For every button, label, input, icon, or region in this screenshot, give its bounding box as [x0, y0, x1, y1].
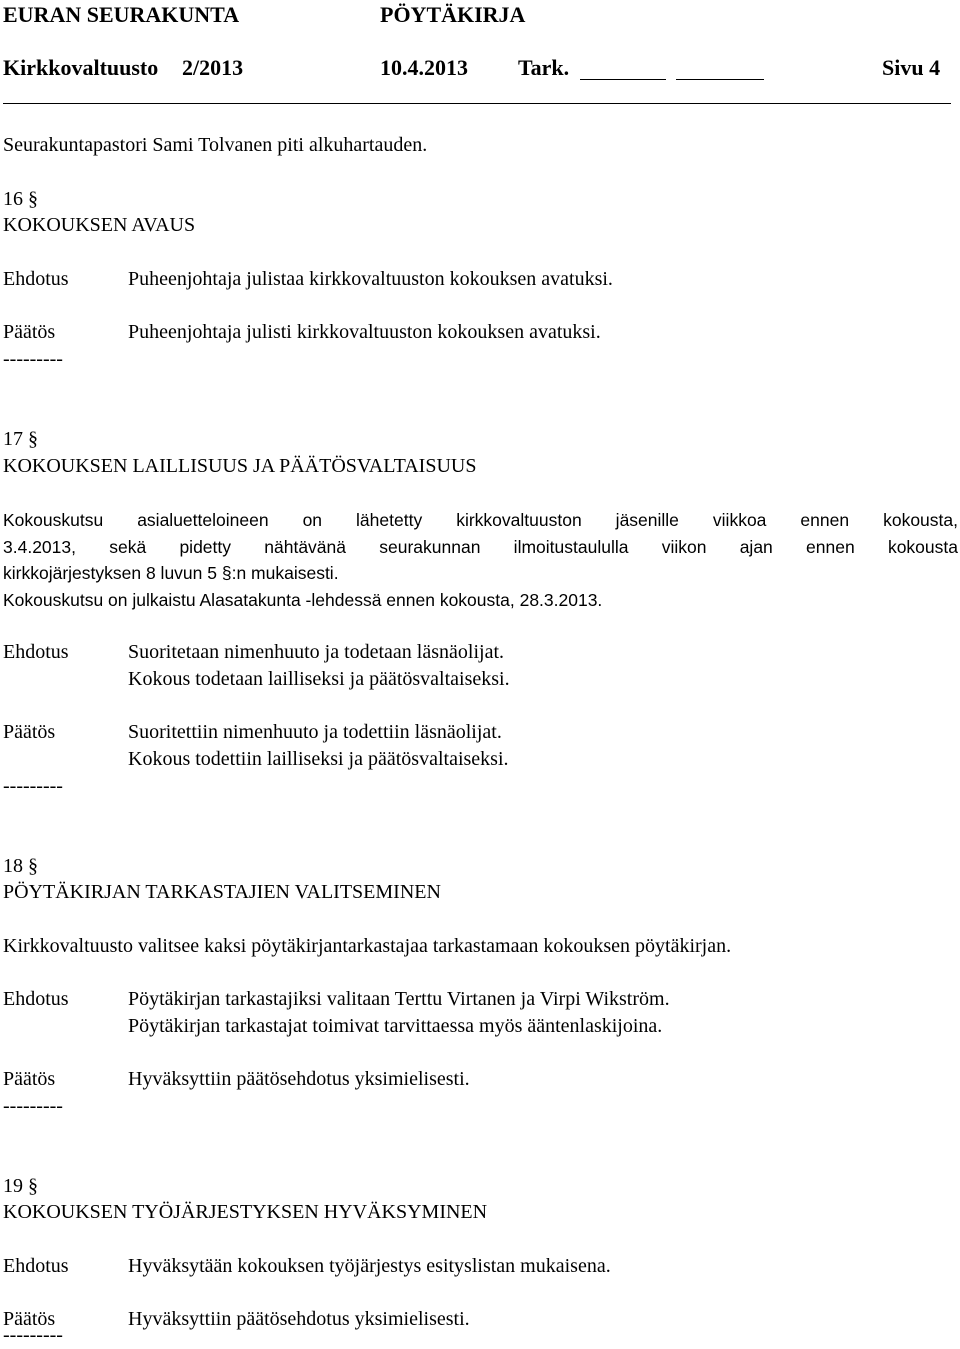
section-19-proposal-text: Hyväksytään kokouksen työjärjestys esityslistan mukaisena.	[128, 1255, 611, 1277]
section-17-decision-line-1: Suoritettiin nimenhuuto ja todettiin läsnäolijat.	[128, 721, 502, 743]
section-18-title: PÖYTÄKIRJAN TARKASTAJIEN VALITSEMINEN	[3, 881, 441, 903]
section-17-proposal-label: Ehdotus	[3, 641, 69, 663]
meeting-body: Kirkkovaltuusto	[3, 55, 159, 80]
section-19-decision-text: Hyväksyttiin päätösehdotus yksimielisesti.	[128, 1308, 470, 1330]
section-16-proposal-label: Ehdotus	[3, 268, 69, 290]
intro-text: Seurakuntapastori Sami Tolvanen piti alkuhartauden.	[3, 134, 428, 156]
section-17-proposal-line-1: Suoritetaan nimenhuuto ja todetaan läsnäolijat.	[128, 641, 505, 663]
section-17-proposal-line-2: Kokous todetaan lailliseksi ja päätösvaltaiseksi.	[128, 668, 510, 690]
section-19-title: KOKOUKSEN TYÖJÄRJESTYKSEN HYVÄKSYMINEN	[3, 1201, 488, 1223]
section-18-separator: ---------	[3, 1095, 63, 1117]
section-18-decision-text: Hyväksyttiin päätösehdotus yksimielisesti.	[128, 1068, 470, 1090]
check-label: Tark.	[518, 55, 570, 80]
section-18-proposal-line-2: Pöytäkirjan tarkastajat toimivat tarvittaessa myös ääntenlaskijoina.	[128, 1015, 663, 1037]
section-17-title: KOKOUKSEN LAILLISUUS JA PÄÄTÖSVALTAISUUS	[3, 455, 477, 477]
section-17-separator: ---------	[3, 775, 63, 797]
section-16-separator: ---------	[3, 348, 63, 370]
header-rule	[3, 103, 951, 104]
meeting-date: 10.4.2013	[380, 55, 468, 80]
section-16-title: KOKOUKSEN AVAUS	[3, 214, 196, 236]
section-19-proposal-label: Ehdotus	[3, 1255, 69, 1277]
section-17-body-line-4: Kokouskutsu on julkaistu Alasatakunta -lehdessä ennen kokousta, 28.3.2013.	[3, 590, 603, 610]
section-17-body-line-2: 3.4.2013, sekä pidetty nähtävänä seurakunnan ilmoitustaululla viikon ajan ennen kokousta	[3, 537, 958, 557]
section-16-decision-text: Puheenjohtaja julisti kirkkovaltuuston kokouksen avatuksi.	[128, 321, 601, 343]
section-17-decision-line-2: Kokous todettiin lailliseksi ja päätösvaltaiseksi.	[128, 748, 509, 770]
section-18-decision-label: Päätös	[3, 1068, 56, 1090]
section-16-decision-label: Päätös	[3, 321, 56, 343]
section-19-number: 19 §	[3, 1175, 38, 1197]
signature-line-2	[676, 57, 764, 80]
section-18-number: 18 §	[3, 855, 38, 877]
page-number: Sivu 4	[882, 55, 941, 80]
organization-name: EURAN SEURAKUNTA	[3, 2, 240, 27]
section-19-separator: ---------	[3, 1324, 63, 1346]
signature-line-1	[580, 57, 666, 80]
section-18-proposal-label: Ehdotus	[3, 988, 69, 1010]
section-16-proposal-text: Puheenjohtaja julistaa kirkkovaltuuston kokouksen avatuksi.	[128, 268, 613, 290]
section-16-number: 16 §	[3, 188, 38, 210]
section-17-decision-label: Päätös	[3, 721, 56, 743]
section-18-proposal-line-1: Pöytäkirjan tarkastajiksi valitaan Terttu Virtanen ja Virpi Wikström.	[128, 988, 670, 1010]
section-18-body: Kirkkovaltuusto valitsee kaksi pöytäkirjantarkastajaa tarkastamaan kokouksen pöytäkirjan.	[3, 935, 732, 957]
section-17-number: 17 §	[3, 428, 38, 450]
meeting-number: 2/2013	[182, 55, 244, 80]
document-type: PÖYTÄKIRJA	[380, 2, 526, 27]
section-17-body-line-3: kirkkojärjestyksen 8 luvun 5 §:n mukaisesti.	[3, 563, 339, 583]
section-17-body-line-1: Kokouskutsu asialuetteloineen on lähetetty kirkkovaltuuston jäsenille viikkoa ennen kokousta,	[3, 510, 958, 530]
section-19-decision-label: Päätös	[3, 1308, 56, 1330]
